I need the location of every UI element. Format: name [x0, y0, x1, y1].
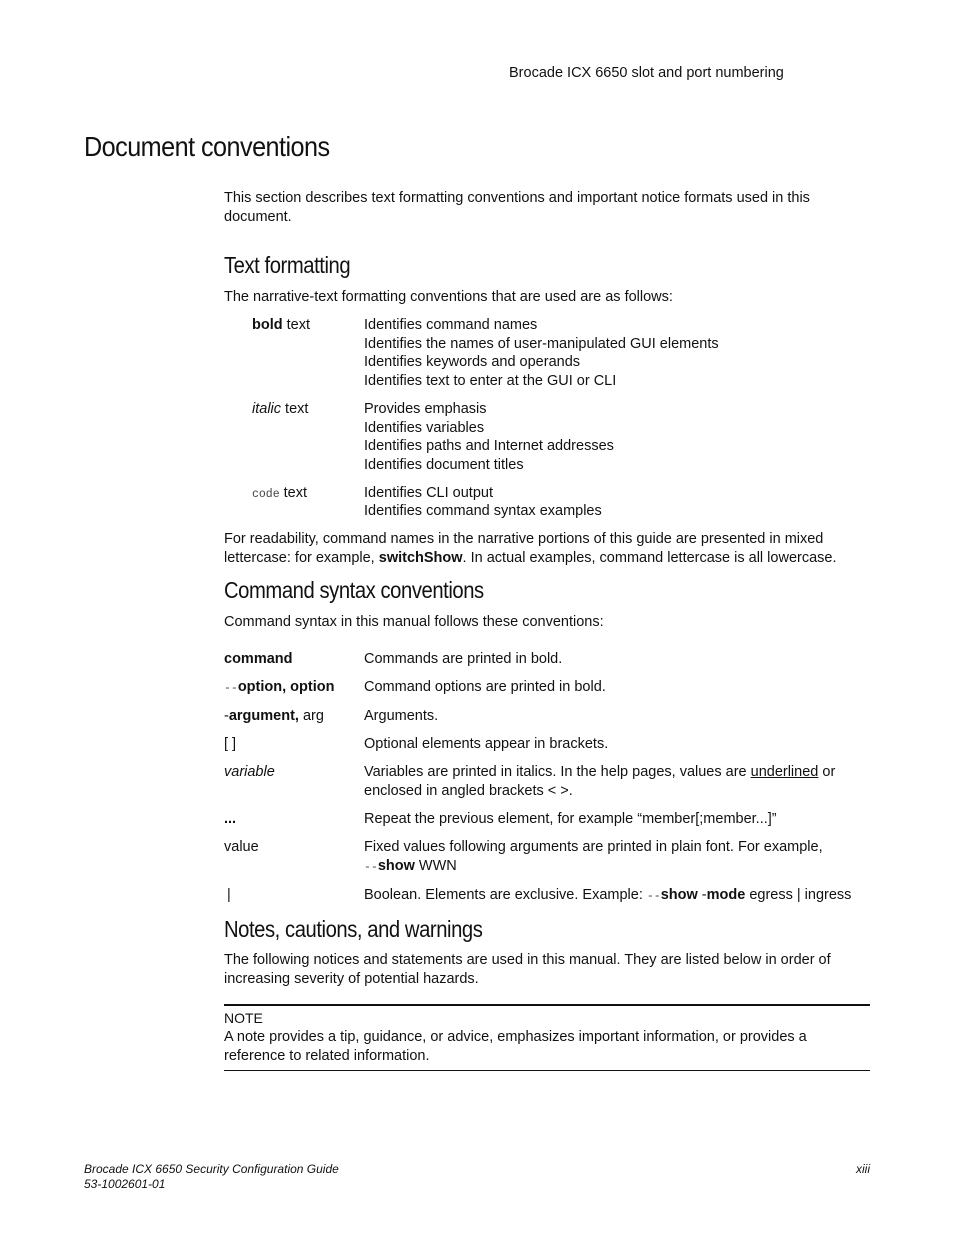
syntax-row-boolean: | Boolean. Elements are exclusive. Example: --show -mode egress | ingress	[227, 887, 852, 904]
footer-doc-number: 53-1002601-01	[84, 1177, 166, 1191]
note-text: A note provides a tip, guidance, or advice, emphasizes important information, or provides a reference to related information.	[224, 1029, 807, 1065]
main-content	[224, 189, 870, 1071]
running-header: Brocade ICX 6650 slot and port numbering	[509, 65, 784, 81]
formatting-term: italic text	[252, 400, 309, 417]
syntax-row-variable: variable Variables are printed in italics. In the help pages, values are underlined or enclosed in angled brackets < >.	[224, 764, 836, 800]
syntax-row-argument: -argument, arg Arguments.	[224, 708, 439, 725]
syntax-row-brackets: [ ] Optional elements appear in brackets.	[224, 736, 609, 753]
text-formatting-lead: The narrative-text formatting conventions that are used are as follows:	[224, 289, 673, 305]
syntax-row-option: --option, option Command options are printed in bold.	[224, 679, 606, 696]
footer-page-number: xiii	[856, 1162, 870, 1176]
readability-paragraph: For readability, command names in the narrative portions of this guide are presented in mixed lettercase: for example, switchShow. In actual examples, command lettercase is all lowercase.	[224, 531, 837, 567]
syntax-row-repeat: ... Repeat the previous element, for example “member[;member...]”	[224, 811, 777, 828]
note-box	[224, 1004, 870, 1071]
notes-lead: The following notices and statements are used in this manual. They are listed below in order of increasing severity of potential hazards.	[224, 952, 831, 988]
command-syntax-heading: Command syntax conventions	[224, 577, 484, 604]
formatting-row-italic	[252, 400, 870, 475]
note-label: NOTE	[224, 1010, 263, 1027]
formatting-description: Identifies command names Identifies the names of user-manipulated GUI elements Identifies keywords and operands Identifies text to enter at the GUI or CLI	[364, 317, 719, 390]
formatting-row-code	[252, 484, 870, 521]
page-title: Document conventions	[84, 131, 330, 162]
formatting-row-bold	[252, 316, 870, 391]
syntax-table	[224, 650, 870, 906]
text-formatting-heading: Text formatting	[224, 252, 351, 278]
formatting-table	[252, 316, 870, 521]
footer-guide-title: Brocade ICX 6650 Security Configuration Guide	[84, 1162, 339, 1176]
formatting-term: code text	[252, 484, 308, 501]
syntax-row-command: command Commands are printed in bold.	[224, 651, 563, 668]
command-syntax-lead: Command syntax in this manual follows these conventions:	[224, 614, 604, 631]
syntax-row-value: value Fixed values following arguments are printed in plain font. For example, --show WWN	[224, 839, 823, 875]
notes-heading: Notes, cautions, and warnings	[224, 916, 483, 943]
formatting-term: bold text	[252, 317, 311, 333]
intro-paragraph: This section describes text formatting conventions and important notice formats used in this document.	[224, 190, 810, 225]
formatting-description: Identifies CLI output Identifies command syntax examples	[364, 484, 602, 520]
footer-left	[84, 1162, 339, 1192]
formatting-description: Provides emphasis Identifies variables Identifies paths and Internet addresses Identifies document titles	[364, 400, 614, 473]
